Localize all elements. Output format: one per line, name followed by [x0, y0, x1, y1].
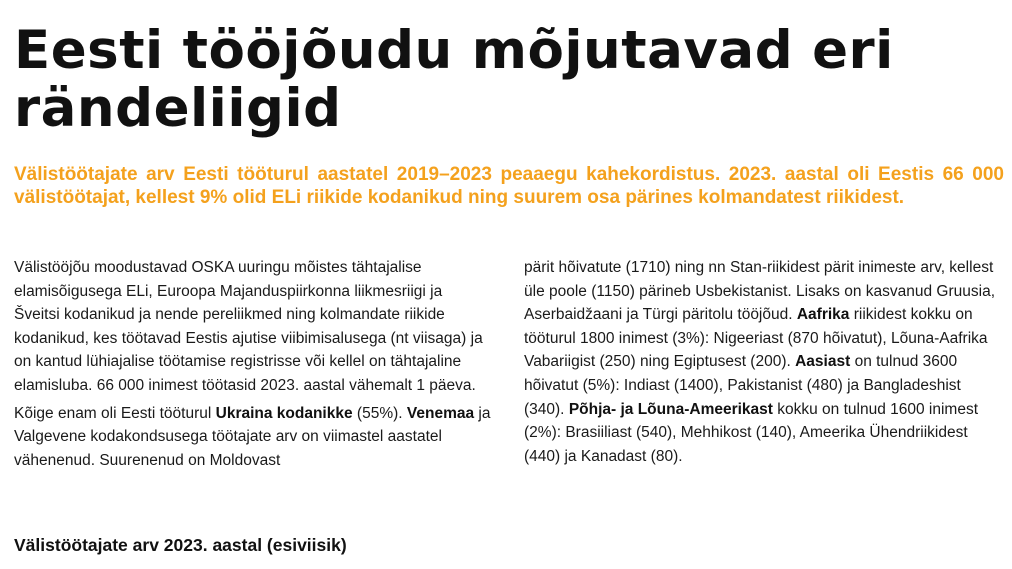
asia-highlight: Aasiast: [795, 353, 851, 371]
africa-highlight: Aafrika: [796, 306, 850, 324]
intro-paragraph: Välistööjõu moodustavad OSKA uuringu mõistes tähtajalise elamisõigusega ELi, Euroopa Majanduspiirkonna liikmesriigi ja Šveitsi kodanikud ja nende pereliikmed ning kolmandate riikide kodanikud, kes töötavad Eestis ajutise viibimisalusega (nt viisaga) ja on kantud lühiajalise töötamise registrisse või kellel on tähtajaline elamisluba. 66 000 inimest töötasid 2023. aastal vähemalt 1 päeva.: [14, 259, 483, 394]
ukraine-highlight: Ukraina kodanikke: [215, 404, 353, 422]
section-heading: Välistöötajate arv 2023. aastal (esiviisik): [14, 535, 347, 555]
citizenship-text-1: Kõige enam oli Eesti tööturul: [14, 404, 216, 422]
russia-highlight: Venemaa: [406, 404, 475, 422]
title-line-1: Eesti tööjõudu mõjutavad eri: [14, 20, 894, 81]
origin-text-4: kokku on tulnud 1600 inimest (2%): Brasiiliast (540), Mehhikost (140), Ameerika Ühendriikidest (440) ja Kanadast (80).: [524, 400, 979, 465]
americas-highlight: Põhja- ja Lõuna-Ameerikast: [568, 400, 773, 418]
title-line-2: rändeliigid: [14, 78, 342, 139]
page-title: [14, 22, 994, 138]
left-text-column: [14, 256, 492, 472]
origin-paragraph: [524, 256, 1002, 468]
origin-text-3: on tulnud 3600 hõivatut (5%): Indiast (1400), Pakistanist (480) ja Bangladeshist (340).: [524, 353, 961, 418]
origin-text-1: pärit hõivatute (1710) ning nn Stan-riikidest pärit inimeste arv, kellest üle poole (1150) pärineb Usbekistanist. Lisaks on kasvanud Gruusia, Aserbaidžaani ja Türgi päritolu tööjõud.: [524, 259, 996, 324]
lead-paragraph: Välistöötajate arv Eesti tööturul aastatel 2019–2023 peaaegu kahekordistus. 2023. aastal oli Eestis 66 000 välistöötajat, kellest 9% olid ELi riikide kodanikud ning suurem osa pärines kolmandatest riikidest.: [14, 164, 1004, 208]
right-text-column: [524, 256, 1002, 468]
citizenship-text-2: (55%).: [352, 404, 407, 422]
origin-text-2: riikidest kokku on tööturul 1800 inimest (3%): Nigeeriast (870 hõivatut), Lõuna-Aafrika Vabariigist (250) ning Egiptusest (200).: [524, 306, 988, 371]
citizenship-text-3: ja Valgevene kodakondsusega töötajate arv on viimastel aastatel vähenenud. Suurenenud on Moldovast: [14, 404, 491, 469]
citizenship-paragraph: [14, 402, 492, 473]
